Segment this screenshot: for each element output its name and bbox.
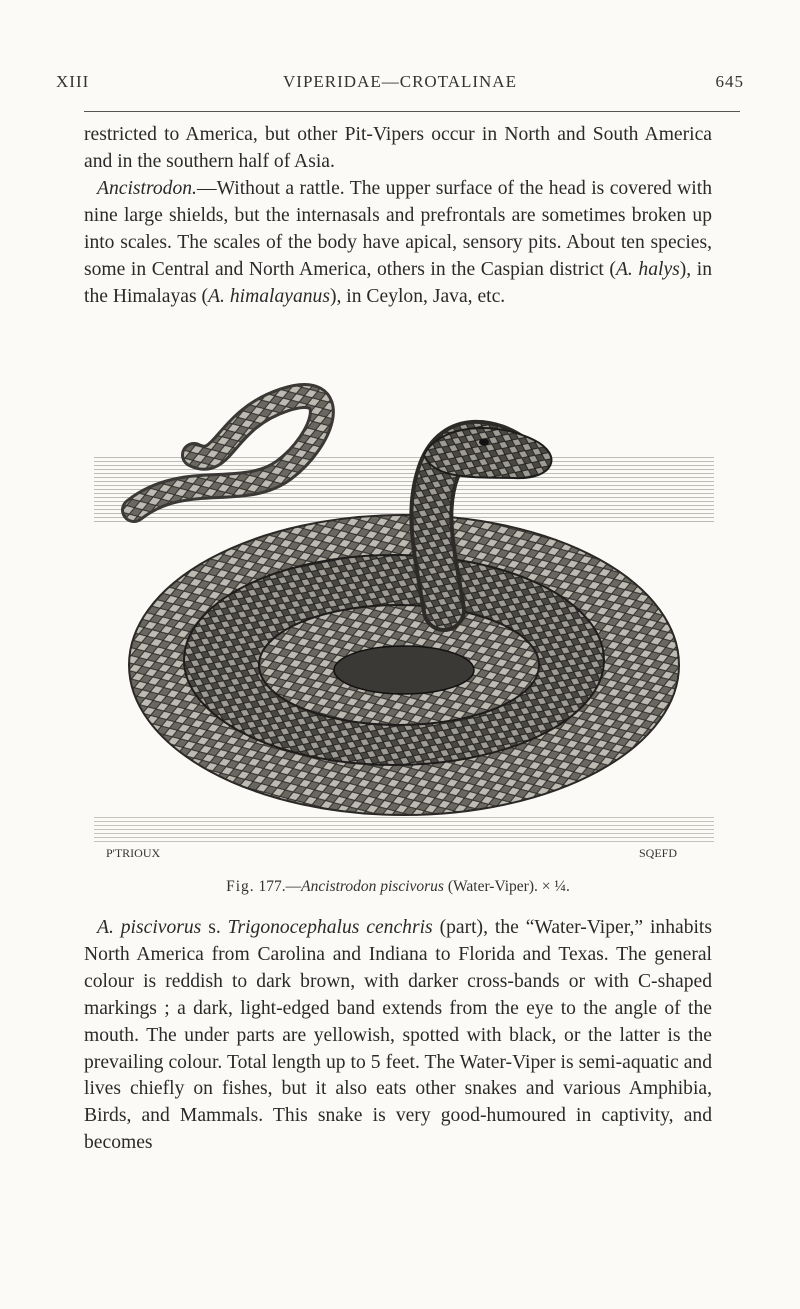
chapter-number: XIII (56, 72, 90, 91)
water-lines-bottom (94, 815, 714, 845)
text-fragment: s. (208, 917, 221, 938)
snake-engraving (94, 360, 714, 865)
species-name-halys: A. halys (615, 258, 680, 280)
species-name-piscivorus: A. piscivorus (97, 917, 202, 938)
paragraph-piscivorus (84, 915, 712, 1157)
species-name-himalayanus: A. himalayanus (208, 285, 330, 307)
running-header (56, 72, 744, 100)
text-fragment: ), in Ceylon, Java, etc. (329, 285, 506, 307)
paragraph-ancistrodon (84, 176, 712, 311)
paragraph-intro: restricted to America, but other Pit-Vipers occur in North and South America and in the southern half of Asia. (84, 124, 712, 172)
signature-right: SQEFD (639, 846, 678, 860)
caption-scale: × ¼. (541, 878, 570, 895)
page-number: 645 (715, 72, 744, 91)
running-title: VIPERIDAE—CROTALINAE (283, 72, 517, 91)
piscivorus-description: (part), the “Water-Viper,” inhabits North America from Carolina and Indiana to Florida and Texas. The general colour is reddish to dark brown, with darker cross-bands or with C-shaped markings ; a dark, light-edged band extends from the eye to the angle of the mouth. The under parts are yellowish, spotted with black, or the latter is the prevailing colour. Total length up to 5 feet. The Water-Viper is semi-aquatic and lives chiefly on fishes, but it also eats other snakes and various Amphibia, Birds, and Mammals. This snake is very good-humoured in captivity, and becomes (84, 917, 713, 1154)
caption-fig-label: Fig. (226, 878, 255, 895)
snake-eye (479, 439, 489, 446)
caption-number: 177.— (258, 878, 302, 895)
figure-caption (84, 878, 712, 896)
genus-description: —Without a rattle. The upper surface of the head is covered with nine large shields, but the internasals and prefrontals are sometimes broken up into scales. The scales of the body have apical, sensory pits. About ten species, some in Central and North America, others in the Caspian district ( (84, 178, 712, 280)
synonym-name: Trigonocephalus cenchris (227, 917, 433, 938)
text-fragment: ), in the Himalayas ( (84, 258, 713, 307)
caption-species: Ancistrodon piscivorus (301, 878, 444, 895)
snake-coil-center (334, 646, 474, 694)
genus-name: Ancistrodon. (97, 178, 197, 199)
header-rule (84, 111, 740, 112)
caption-common-name: (Water-Viper). (447, 878, 538, 895)
snake-head (424, 428, 551, 478)
signature-left: P'TRIOUX (106, 846, 161, 860)
